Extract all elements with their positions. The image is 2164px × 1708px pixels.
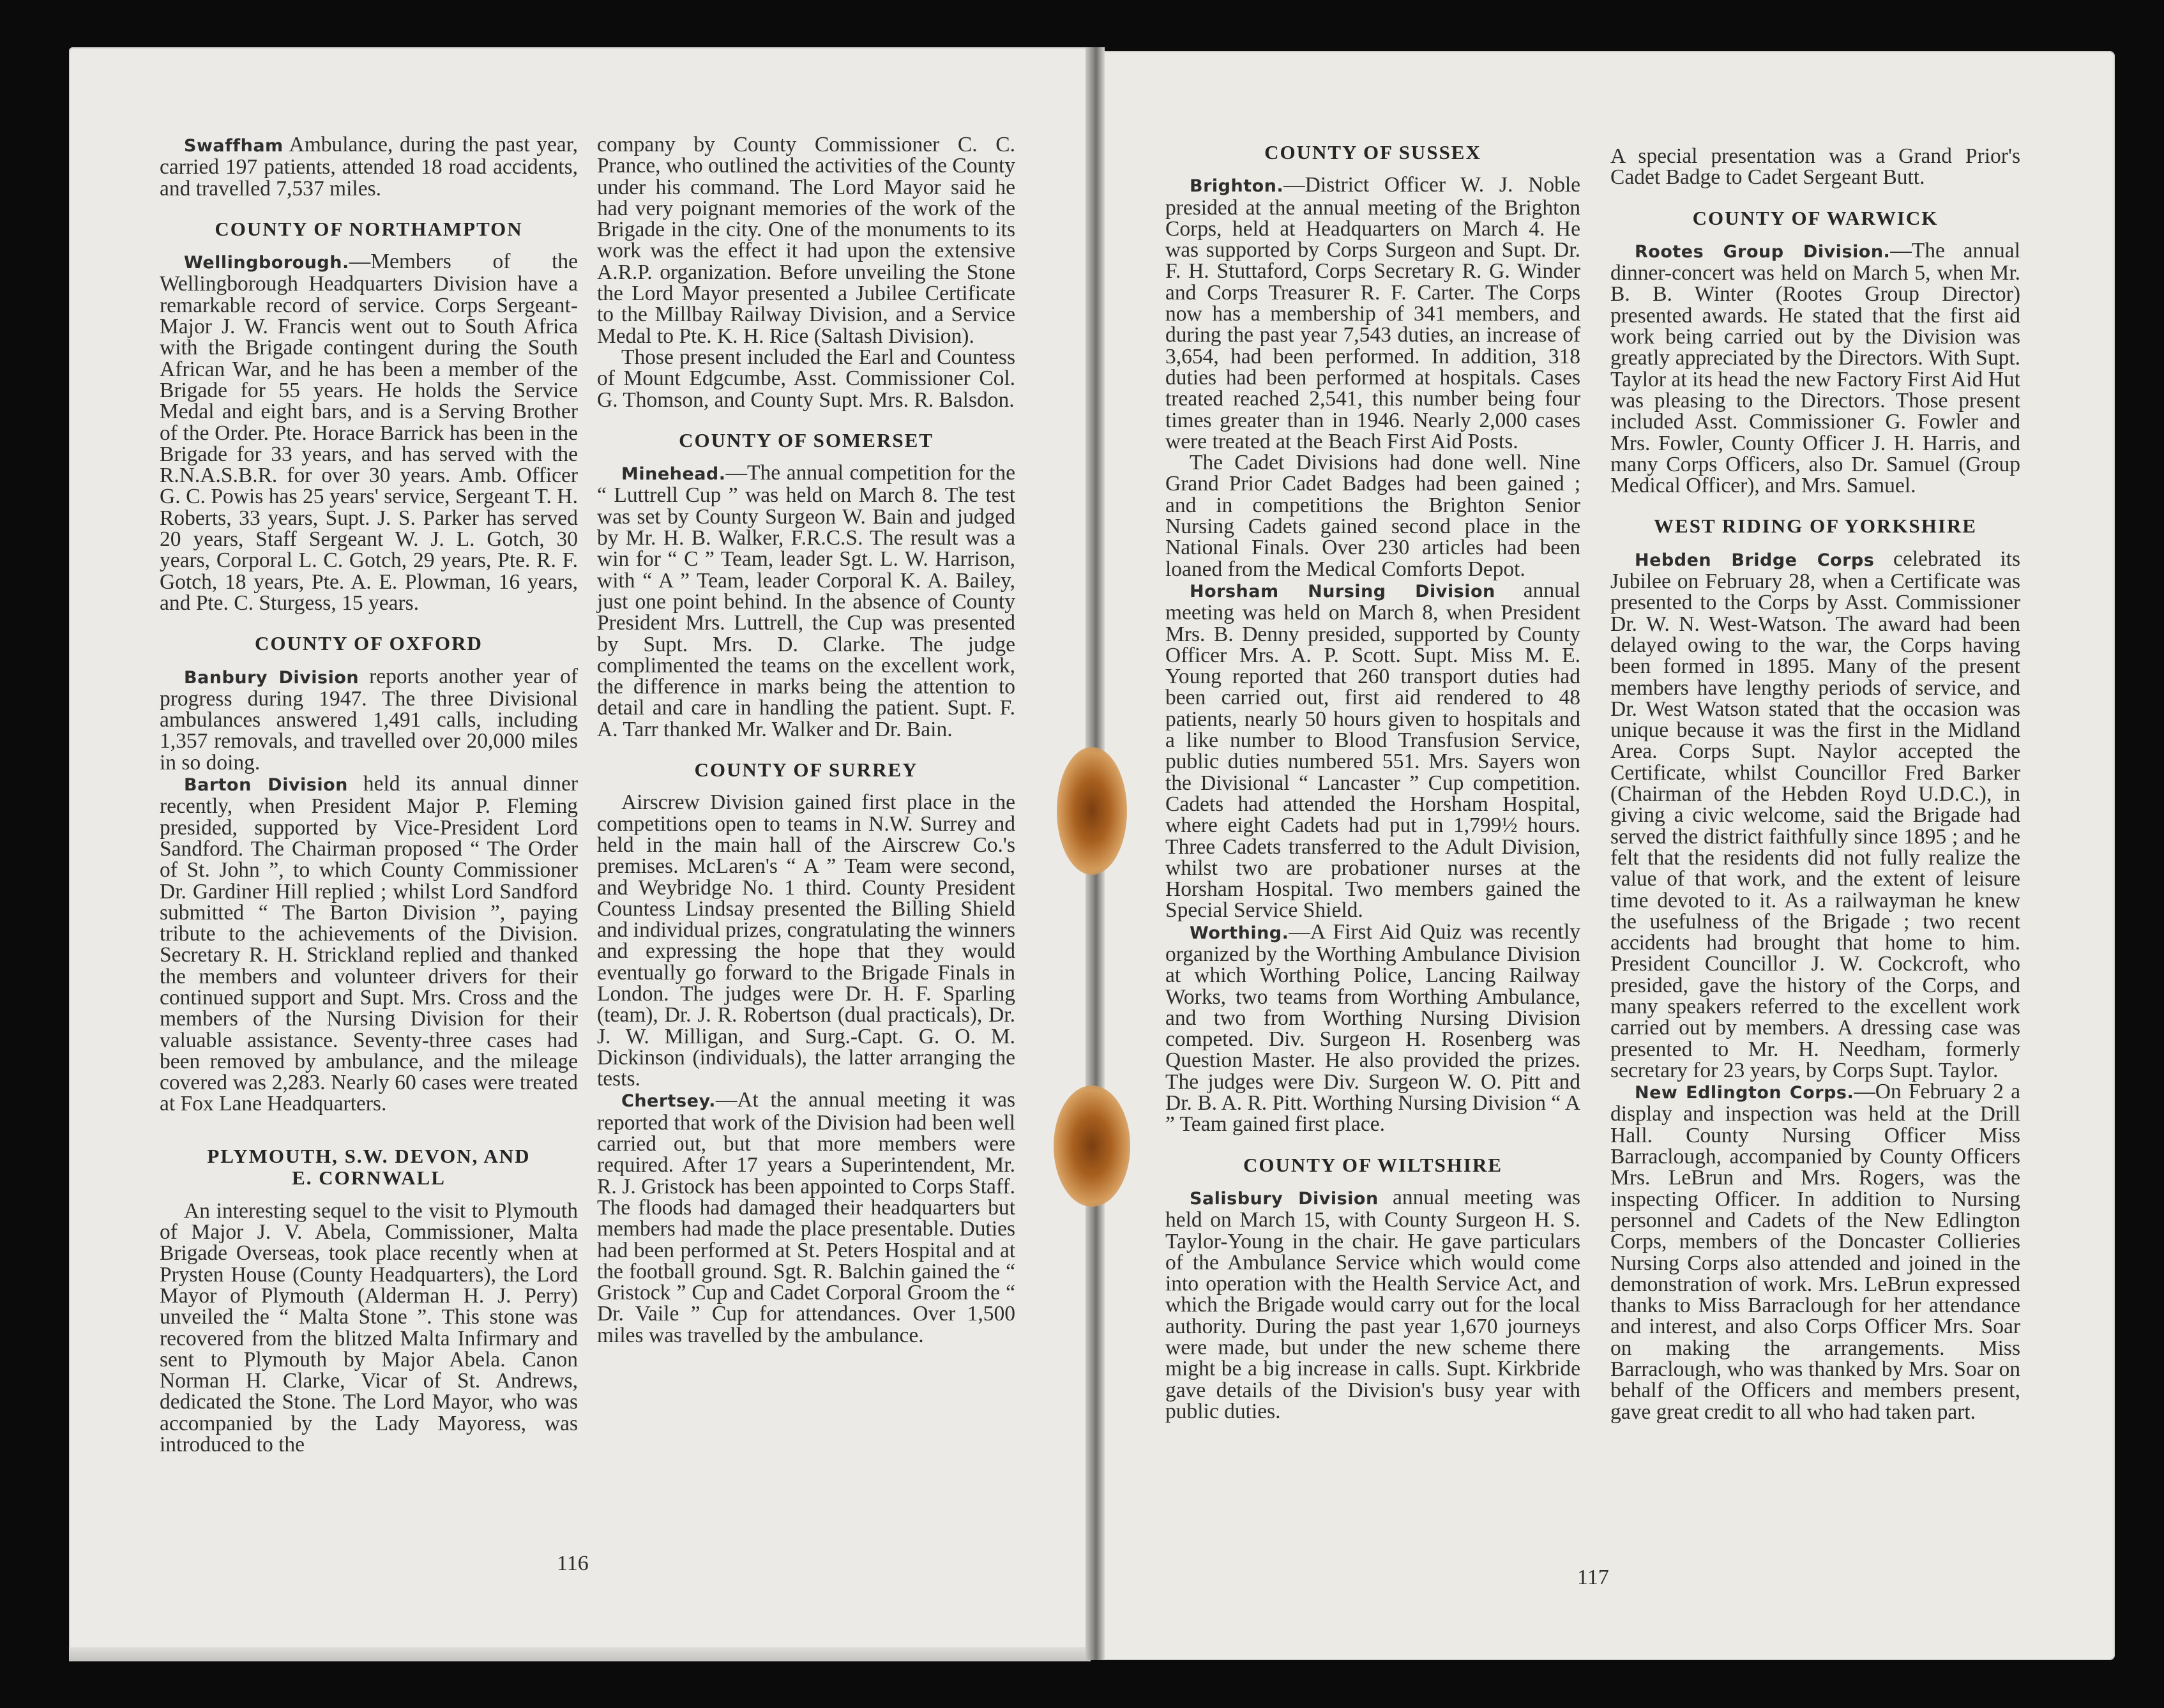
heading-warwick: COUNTY OF WARWICK xyxy=(1692,206,1939,229)
salisbury-paragraph: Salisbury Division annual meeting was held on March 15, with County Surgeon H. S. Taylor-Young in the chair. He gave particulars of the Ambulance Service which would come into operation with the Health Service Act, and which the Brigade would carry out for the local authority. During the past year 1,670 journeys were made, but under the new scheme there might be a big increase in calls. Supt. Kirkbride gave details of the Division's busy year with public duties. xyxy=(1165,1185,1580,1423)
stain-lower xyxy=(1054,1085,1130,1207)
stain-upper xyxy=(1057,747,1127,875)
page-number-left: 116 xyxy=(557,1552,589,1575)
brighton-paragraph: Brighton.—District Officer W. J. Noble presided at the annual meeting of the Brighton Corps, held at Headquarters on March 4. He was supported by Corps Surgeon and Supt. Dr. F. H. Stuttaford, Corps Secretary R. G. Winder and Corps Treasurer R. F. Carter. The Corps now has a membership of 341 members, and during the past year 7,543 duties, an increase of 3,654, had been performed. In addition, 318 duties had been performed at hospitals. Cases treated reached 2,541, this number being four times greater than in 1946. Nearly 2,000 cases were treated at the Beach First Aid Posts. xyxy=(1165,173,1580,453)
right-page-column-1 xyxy=(1165,142,1580,1422)
plymouth-continuation: company by County Commissioner C. C. Prance, who outlined the activities of the County under his command. The Lord Mayor said he had very poignant memories of the work of the Brigade in the city. One of the monuments to its work was the effect it had upon the extensive A.R.P. organization. Before unveiling the Stone the Lord Mayor presented a Jubilee Certificate to the Millbay Railway Division, and a Service Medal to Pte. K. H. Rice (Saltash Division). xyxy=(597,133,1015,348)
minehead-paragraph: Minehead.—The annual competition for the “ Luttrell Cup ” was held on March 8. The test was set by County Surgeon W. Bain and judged by Mr. H. B. Walker, F.R.C.S. The result was a win for “ C ” Team, leader Sgt. L. W. Harrison, with “ A ” Team, leader Corporal K. A. Bailey, just one point behind. In the absence of County President Mrs. Luttrell, the Cup was presented by Supt. Mrs. D. Clarke. The judge complimented the teams on the excellent work, the difference in marks being the attention to detail and care in handling the patient. Supt. F. A. Tarr thanked Mr. Walker and Dr. Bain. xyxy=(597,461,1015,741)
heading-oxford: COUNTY OF OXFORD xyxy=(255,632,483,655)
left-page-column-2 xyxy=(597,134,1015,1346)
left-page-column-1 xyxy=(160,134,578,1455)
banbury-paragraph: Banbury Division reports another year of progress during 1947. The three Divisional ambulances answered 1,491 calls, including 1,357 removals, and travelled over 20,000 miles in so doing. xyxy=(160,664,578,775)
right-page-column-2 xyxy=(1610,146,2020,1423)
barton-paragraph: Barton Division held its annual dinner recently, when President Major P. Fleming presided, supported by Vice-President Lord Sandford. The Chairman proposed “ The Order of St. John ”, to which County Commissioner Dr. Gardiner Hill replied ; whilst Lord Sandford submitted “ The Barton Division ”, paying tribute to the achievements of the Division. Secretary R. H. Strickland replied and thanked the members and volunteer drivers for their continued support and Supt. Mrs. Cross and the members of the Nursing Division for their valuable assistance. Seventy-three cases had been removed by ambulance, and the mileage covered was 2,283. Nearly 60 cases were treated at Fox Lane Headquarters. xyxy=(160,772,578,1116)
heading-wiltshire: COUNTY OF WILTSHIRE xyxy=(1243,1153,1503,1176)
cadet-divisions-paragraph: The Cadet Divisions had done well. Nine Grand Prior Cadet Badges had been gained ; and in competitions the Brighton Senior Nursing Cadets gained second place in the National Finals. Over 230 articles had been loaned from the Medical Comforts Depot. xyxy=(1165,451,1580,581)
hebden-paragraph: Hebden Bridge Corps celebrated its Jubilee on February 28, when a Certificate was presented to the Corps by Asst. Commissioner Dr. W. N. West-Watson. The award had been delayed owing to the war, the Corps having been formed in 1895. Many of the present members have lengthy periods of service, and Dr. West Watson stated that the occasion was unique because it was the first in the Midland Area. Corps Supt. Naylor accepted the Certificate, whilst Councillor Fred Barker (Chairman of the Hebden Royd U.D.C.), in giving a civic welcome, said the Brigade had served the district faithfully since 1895 ; and he felt that the residents did not fully realize the value of that work, and the extent of leisure time devoted to it. As a railwayman he knew the usefulness of the Brigade ; two recent accidents had brought that home to him. President Councillor J. W. Cockcroft, who presided, gave the history of the Corps, and many speakers referred to the excellent work carried out by members. A dressing case was presented to Mr. H. Needham, formerly secretary for 23 years, by Corps Supt. Taylor. xyxy=(1610,547,2020,1082)
page-number-right: 117 xyxy=(1577,1566,1609,1589)
page-stack-edge xyxy=(69,1647,1091,1661)
heading-plymouth: PLYMOUTH, S.W. DEVON, AND E. CORNWALL xyxy=(207,1144,531,1189)
airscrew-paragraph: Airscrew Division gained first place in the competitions open to teams in N.W. Surrey and held in the main hall of the Airscrew Co.'s premises. McLaren's “ A ” Team were second, and Weybridge No. 1 third. County President Countess Lindsay presented the Billing Shield and individual prizes, congratulating the winners and expressing the hope that they would eventually go forward to the Brigade Finals in London. The judges were Dr. H. F. Sparling (team), Dr. J. R. Robertson (dual practicals), Dr. J. W. Milligan, and Surg.-Capt. G. O. M. Dickinson (individuals), the latter arranging the tests. xyxy=(597,790,1015,1091)
heading-sussex: COUNTY OF SUSSEX xyxy=(1264,141,1481,163)
plymouth-continuation-2: Those present included the Earl and Countess of Mount Edgcumbe, Asst. Commissioner Col. G. Thomson, and County Supt. Mrs. R. Balsdon. xyxy=(597,345,1015,412)
plymouth-paragraph: An interesting sequel to the visit to Plymouth of Major J. V. Abela, Commissioner, Malta Brigade Overseas, took place recently when at Prysten House (County Headquarters), the Lord Mayor of Plymouth (Alderman H. J. Perry) unveiled the “ Malta Stone ”. This stone was recovered from the blitzed Malta Infirmary and sent to Plymouth by Major Abela. Canon Norman H. Clarke, Vicar of St. Andrews, dedicated the Stone. The Lord Mayor, who was accompanied by the Lady Mayoress, was introduced to the xyxy=(160,1198,578,1457)
horsham-paragraph: Horsham Nursing Division annual meeting was held on March 8, when President Mrs. B. Denny presided, supported by County Officer Mrs. A. P. Scott. Supt. Miss M. E. Young reported that 260 transport duties had been carried out, first aid rendered to 48 patients, nearly 50 hours given to hospitals and a like number to Blood Transfusion Service, public duties numbered 551. Mrs. Sayers won the Divisional “ Lancaster ” Cup competition. Cadets had attended the Horsham Hospital, where eight Cadets had put in 1,799½ hours. Three Cadets transferred to the Adult Division, whilst two are probationer nurses at the Horsham Hospital. Two members gained the Special Service Shield. xyxy=(1165,578,1580,923)
swaffham-paragraph: Swaffham Ambulance, during the past year, carried 197 patients, attended 18 road accidents, and travelled 7,537 miles. xyxy=(160,133,578,200)
worthing-paragraph: Worthing.—A First Aid Quiz was recently organized by the Worthing Ambulance Division at which Worthing Police, Lancing Railway Works, two teams from Worthing Ambulance, and two from Worthing Nursing Division competed. Div. Surgeon H. Rosenberg was Question Master. He also provided the prizes. The judges were Div. Surgeon W. O. Pitt and Dr. B. A. R. Pitt. Worthing Nursing Division “ A ” Team gained first place. xyxy=(1165,919,1580,1137)
wellingborough-paragraph: Wellingborough.—Members of the Wellingborough Headquarters Division have a remarkable record of service. Corps Sergeant-Major J. W. Francis went out to South Africa with the Brigade contingent during the South African War, and he has been a member of the Brigade for 55 years. He holds the Service Medal and eight bars, and is a Serving Brother of the Order. Pte. Horace Barrick has been in the Brigade for 33 years, and has served with the R.N.A.S.B.R. for over 30 years. Amb. Officer G. C. Powis has 25 years' service, Sergeant T. H. Roberts, 33 years, Supt. J. S. Parker has served 20 years, Staff Sergeant W. J. L. Gotch, 30 years, Corporal L. C. Gotch, 29 years, Pte. R. F. Gotch, 18 years, Pte. A. E. Plowman, 16 years, and Pte. C. Sturgess, 15 years. xyxy=(160,250,578,615)
presentation-paragraph: A special presentation was a Grand Prior's Cadet Badge to Cadet Sergeant Butt. xyxy=(1610,144,2020,190)
new-edlington-paragraph: New Edlington Corps.—On February 2 a display and inspection was held at the Drill Hall. County Nursing Officer Miss Barraclough, accompanied by County Officers Mrs. LeBrun and Mrs. Rogers, was the inspecting Officer. In addition to Nursing personnel and Cadets of the New Edlington Corps, members of the Doncaster Collieries Nursing Corps also attended and joined in the demonstration of work. Mrs. LeBrun expressed thanks to Miss Barraclough for her attendance and interest, and also Corps Officer Mrs. Soar on making the arrangements. Miss Barraclough, who was thanked by Mrs. Soar on behalf of the Officers and members present, gave great credit to all who had taken part. xyxy=(1610,1080,2020,1424)
heading-yorkshire: WEST RIDING OF YORKSHIRE xyxy=(1654,515,1977,538)
chertsey-paragraph: Chertsey.—At the annual meeting it was reported that work of the Division had been well carried out, but that more members were required. After 17 years a Superintendent, Mr. R. J. Gristock has been appointed to Corps Staff. The floods had damaged their headquarters but members had made the place presentable. Duties had been performed at St. Peters Hospital and at the football ground. Sgt. R. Balchin gained the “ Gristock ” Cup and Cadet Corporal Groom the “ Dr. Vaile ” Cup for attendances. Over 1,500 miles was travelled by the ambulance. xyxy=(597,1088,1015,1347)
lead-swaffham: Swaffham xyxy=(184,136,284,156)
rootes-paragraph: Rootes Group Division.—The annual dinner-concert was held on March 5, when Mr. B. B. Winter (Rootes Group Director) presented awards. He stated that the first aid work being carried out by the Division was greatly appreciated by the Directors. With Supt. Taylor at its head the new Factory First Aid Hut was pleasing to the Directors. Those present included Asst. Commissioner G. Fowler and Mrs. Fowler, County Officer J. H. Harris, and many Corps Officers, also Dr. Samuel (Group Medical Officer), and Mrs. Samuel. xyxy=(1610,238,2020,498)
heading-somerset: COUNTY OF SOMERSET xyxy=(679,428,934,451)
heading-northampton: COUNTY OF NORTHAMPTON xyxy=(215,217,523,240)
heading-surrey: COUNTY OF SURREY xyxy=(694,759,918,782)
